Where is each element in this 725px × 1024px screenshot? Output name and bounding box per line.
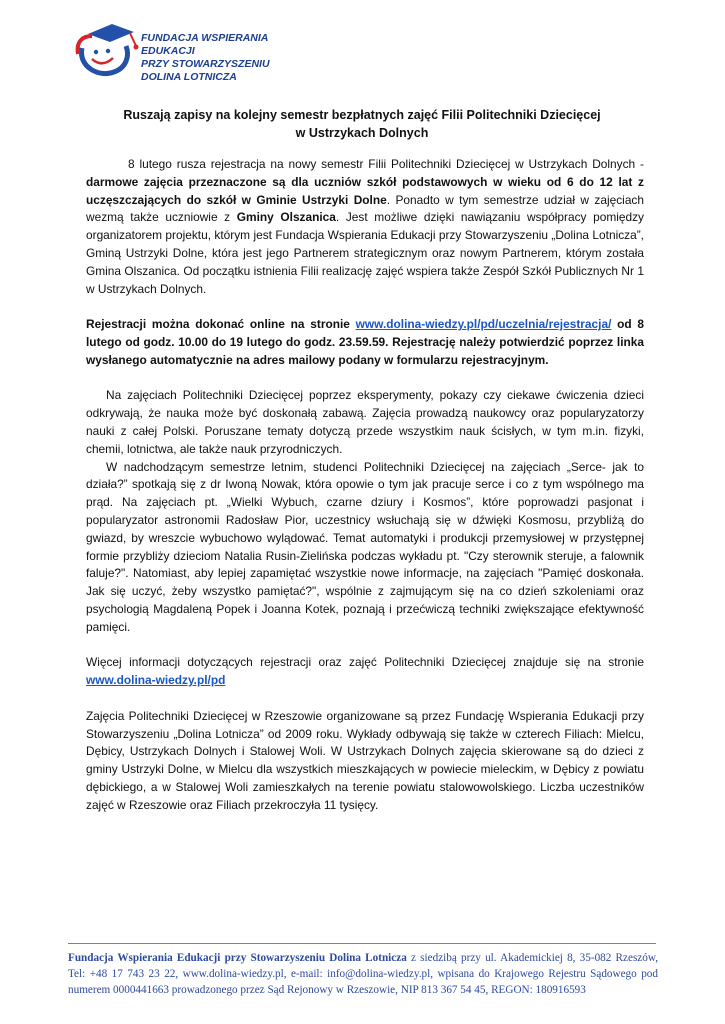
logo-text [141,32,318,84]
registration-link[interactable]: www.dolina-wiedzy.pl/pd/uczelnia/rejestracja/ [355,317,612,332]
title-line: Ruszają zapisy na kolejny semestr bezpłatnych zajęć Filii Politechniki Dziecięcej [123,108,601,122]
bold-span: darmowe zajęcia przeznaczone są dla uczniów szkół podstawowych w wieku od 6 do 12 lat z uczęszczających do szkół w Gminie Ustrzyki Dolne [86,174,644,207]
paragraph-more-info [86,654,644,690]
bold-span: od 8 lutego od godz. 10.00 do 19 lutego do godz. 23.59.59. Rejestrację należy potwierdzić poprzez linka wysłanego automatycznie na adres mailowy podany w formularzu rejestracyjnym. [86,317,644,367]
info-link[interactable]: www.dolina-wiedzy.pl/pd [86,673,226,688]
paragraph-semester: W nadchodzącym semestrze letnim, studenci Politechniki Dziecięcej na zajęciach „Serce- jak to działa?” spotkają się z dr Iwoną Nowak, która opowie o tym jak pracuje serce i co z tym wspólnego ma prąd. Na zajęciach pt. „Wielki Wybuch, czarne dziury i Kosmos”, które poprowadzi pasjonat i popularyzator astronomii Radosław Pior, uczestnicy wsłuchają się w dźwięki Kosmosu, przybliżą do gwiazd, by wreszcie wybuchowo wylądować. Temat automatyki i produkcji przemysłowej w przystępnej formie przybliży dzieciom Natalia Rusin-Zielińska podczas wykładu pt. "Czy sterownik steruje, a falownik faluje?". Natomiast, aby lepiej zapamiętać wszystkie nowe informacje, na zajęciach "Pamięć doskonała. Jak się uczyć, żeby wszystko pamiętać?", wspólnie z zajmującym się na co dzień szkoleniami oraz psychologią Magdaleną Popek i Joanna Kotek, poznają i przećwiczą techniki zwiększające efektywność pamięci. [86,459,644,634]
text-span: 8 lutego rusza rejestracja na nowy semestr Filii Politechniki Dziecięcej w Ustrzykach Dolnych - [128,157,644,171]
paragraph-organizer: Zajęcia Politechniki Dziecięcej w Rzeszowie organizowane są przez Fundację Wspierania Edukacji przy Stowarzyszeniu „Dolina Lotnicza” od 2009 roku. Wykłady odbywają się także w czterech Filiach: Mielcu, Dębicy, Ustrzykach Dolnych i Stalowej Woli. W Ustrzykach Dolnych zajęcia skierowane są do dzieci z gminy Ustrzyki Dolne, w Mielcu dla wszystkich mieszkających w powiecie mieleckim, w Dębicy z powiatu dębickiego, a w Stalowej Woli zamieszkałych na terenie powiatu stalowowolskiego. Liczba uczestników zajęć w Rzeszowie oraz Filiach przekroczyła 11 tysięcy. [86,708,644,812]
text-span: . Ponadto w tym semestrze udział w zajęciach wezmą także uczniowie z [86,192,644,225]
article-body [86,156,644,814]
paragraph-intro [86,156,644,298]
logo-line: FUNDACJA WSPIERANIA EDUKACJI [141,32,268,57]
logo-line: DOLINA LOTNICZA [141,71,237,83]
bold-span: Gminy Olszanica [236,210,336,225]
paragraph-registration [86,316,644,369]
bold-span: Rejestracji można dokonać online na stronie [86,317,356,332]
page-title [86,106,638,142]
text-span: Więcej informacji dotyczących rejestracji oraz zajęć Politechniki Dziecięcej znajduje się na stronie [86,655,644,670]
title-line: w Ustrzykach Dolnych [295,126,429,140]
foundation-logo [68,18,318,83]
footer-divider [68,943,656,944]
footer-org: Fundacja Wspierania Edukacji przy Stowarzyszeniu Dolina Lotnicza [68,952,407,964]
graduate-face-logo-icon [68,18,142,80]
footer [68,951,658,998]
footer-details: z siedzibą przy ul. Akademickiej 8, 35-082 Rzeszów, Tel: +48 17 743 23 22, www.dolina-wiedzy.pl, e-mail: info@dolina-wiedzy.pl, wpisana do Krajowego Rejestru Sądowego pod numerem 0000441663 prowadzonego przez Sąd Rejonowy w Rzeszowie, NIP 813 367 54 45, REGON: 180916593 [68,952,659,996]
logo-line: PRZY STOWARZYSZENIU [141,58,270,70]
paragraph-about: Na zajęciach Politechniki Dziecięcej poprzez eksperymenty, pokazy czy ciekawe ćwiczenia dzieci odkrywają, że nauka może być doskonałą zabawą. Zajęcia prowadzą naukowcy oraz popularyzatorzy nauki z całej Polski. Poruszane tematy dotyczą przede wszystkim nauk ścisłych, w tym m.in. fizyki, chemii, lotnictwa, ale także nauk przyrodniczych. [86,388,644,456]
text-span: . Jest możliwe dzięki nawiązaniu współpracy pomiędzy organizatorem projektu, którym jest Fundacja Wspierania Edukacji przy Stowarzyszeniu „Dolina Lotnicza”, Gminą Ustrzyki Dolne, która jest jego Partnerem strategicznym oraz nowym Partnerem, którym została Gmina Olszanica. Od początku istnienia Filii realizację zajęć wspiera także Zespół Szkół Publicznych Nr 1 w Ustrzykach Dolnych. [86,210,645,296]
